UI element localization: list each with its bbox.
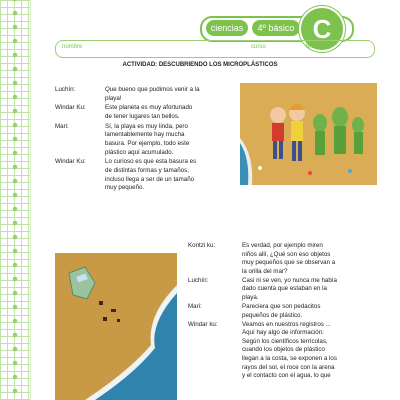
dialog-line: la orilla del mar?: [242, 267, 288, 275]
date-field-label: fecha: [306, 44, 321, 50]
dialog-line: cuando los objetos de plástico: [242, 346, 325, 354]
dialog-line: de tener lugares tan bellos.: [105, 113, 180, 120]
dialog-line: pequeños de plástico.: [242, 311, 303, 319]
dialog-line: Es verdad, por ejemplo miren: [242, 242, 323, 249]
dialog-line: y el contacto con el agua, lo que: [242, 372, 331, 380]
level-badge: C: [299, 6, 345, 52]
shoreline-plastic-illustration: [55, 253, 177, 400]
dialog-line: Veamos en nuestros registros ...: [242, 320, 331, 328]
dialog-line: niños allí, ¿Qué son eso objetos: [242, 250, 331, 258]
grade-label: 4º básico: [252, 20, 300, 36]
dialog-speaker: Windar ku:: [188, 320, 218, 328]
dialog-line: Pareciera que son pedacitos: [242, 303, 321, 310]
course-field-label: curso: [251, 44, 266, 50]
dialog-line: de distintas formas y tamaños,: [105, 167, 189, 174]
dialog-speaker: Luchín:: [188, 276, 209, 284]
name-field-label: nombre: [62, 44, 83, 50]
dialog-line: lamentablemente hay mucha: [105, 131, 185, 139]
dialog-line: Lo curioso es que esta basura es: [105, 158, 197, 166]
dialog-line: muy pequeño.: [105, 184, 145, 192]
dialog-line: rayos del sol, el roce con la arena: [242, 363, 335, 371]
dialog-speaker: Kontzi ku:: [188, 242, 216, 249]
dialog-speaker: Windar Ku:: [55, 104, 86, 112]
dialog-line: Este planeta es muy afortunado: [105, 104, 193, 112]
dialog-speaker: Windar Ku:: [55, 158, 86, 166]
dialog-line: plástico aquí acumulado.: [105, 148, 174, 156]
student-fields-row: [55, 40, 375, 58]
dialog-line: incluso llega a ser de un tamaño: [105, 175, 195, 183]
subject-label: ciencias: [206, 20, 248, 36]
dialog-line: Casi ni se ven, yo nunca me había: [242, 276, 337, 284]
dialog-line: playa!: [105, 94, 122, 102]
beach-characters-illustration: [240, 83, 377, 185]
activity-title: ACTIVIDAD: DESCUBRIENDO LOS MICROPLÁSTICOS: [122, 62, 278, 68]
dialog-line: basura. Por ejemplo, todo este: [105, 140, 190, 147]
shoreline-graphic: [55, 253, 177, 400]
dialog-line: Aquí hay algo de información:: [242, 329, 324, 337]
decorative-dots: [8, 0, 22, 400]
dialog-line: llegan a la costa, se exponen a los: [242, 355, 337, 362]
dialog-line: Sí, la playa es muy linda, pero: [105, 122, 188, 130]
decorative-grid-strip: [0, 0, 31, 400]
dialog-speaker: Mari:: [188, 303, 202, 310]
dialog-line: Que bueno que pudimos venir a la: [105, 86, 200, 93]
dialog-line: muy pequeños que se observan a: [242, 259, 336, 267]
beach-scene-graphic: [240, 83, 377, 185]
dialog-line: dado cuenta que estaban en la: [242, 285, 327, 293]
dialog-line: playa.: [242, 294, 259, 301]
dialog-speaker: Mari:: [55, 122, 69, 130]
dialog-speaker: Luchín:: [55, 86, 76, 93]
dialog-line: Según los científicos terrícolas,: [242, 337, 328, 345]
